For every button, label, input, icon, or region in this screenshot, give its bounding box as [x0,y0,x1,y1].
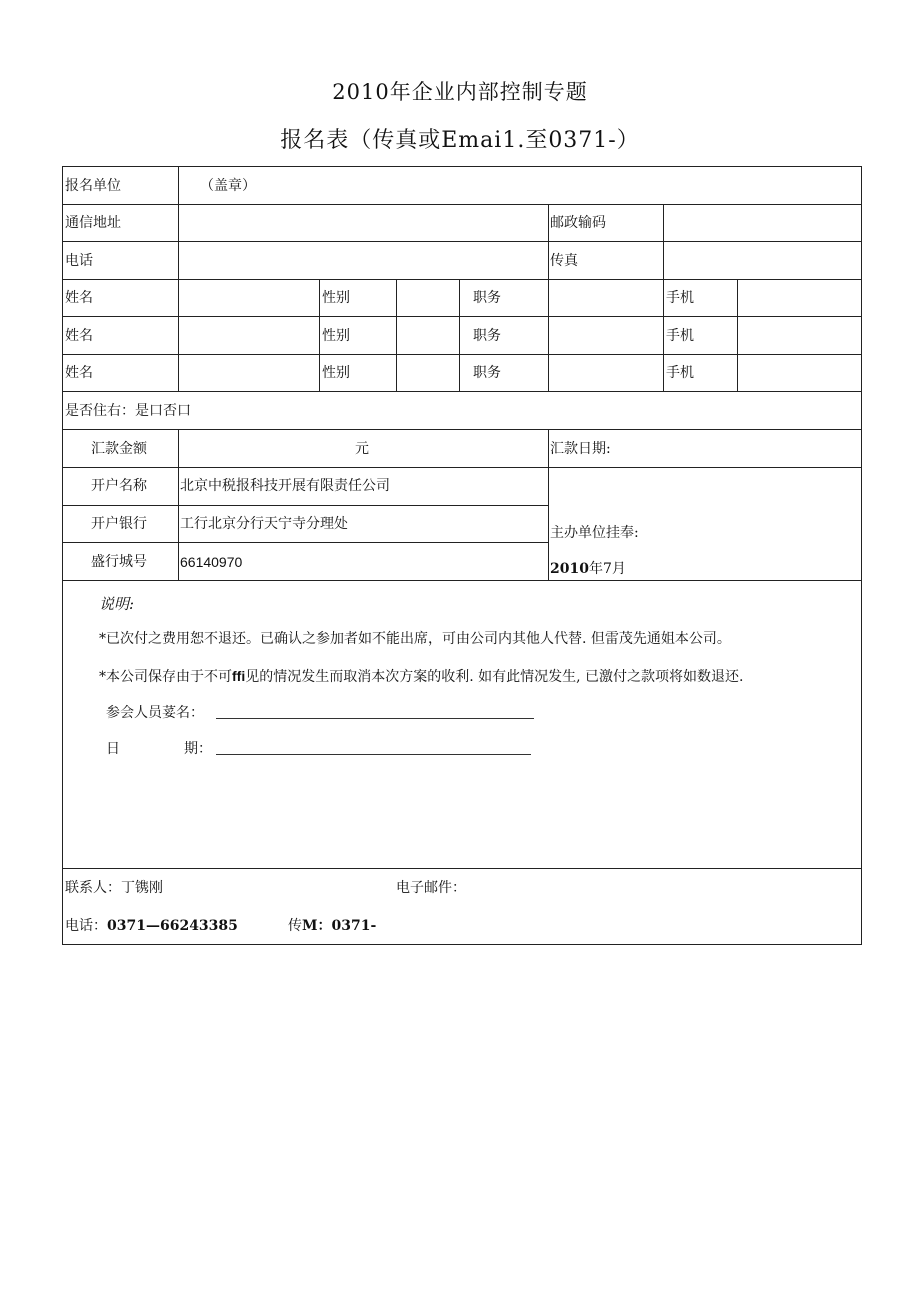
remit-date-label: 汇款日期: [550,441,611,457]
col-divider [737,279,738,392]
col-divider [396,279,397,392]
organizer-label: 主办单位挂奉: [550,525,639,541]
account-no-label: 盛行城号 [91,554,147,570]
row-divider [63,279,861,280]
attendee-gender-label: 性别 [322,328,350,344]
unit-label: 报名单位 [65,178,121,194]
signature-field[interactable] [216,718,534,719]
notes-heading: 说明: [99,595,135,613]
amount-label: 汇款金额 [91,441,147,457]
attendee-position-label: 职务 [473,328,501,344]
account-no-value: 66140970 [180,554,243,570]
organizer-date [550,560,626,578]
address-label: 通信地址 [65,215,121,231]
row-divider [63,316,861,317]
row-divider [63,868,861,869]
attendee-position-label: 职务 [473,290,501,306]
attendee-gender-label: 性别 [322,290,350,306]
col-divider [319,279,320,392]
contact-fax-number: M：0371- [302,918,377,934]
row-divider [63,391,861,392]
amount-unit: 元 [355,441,369,457]
col-divider [548,204,549,279]
col-divider [548,279,549,392]
form-subtitle: 报名表（传真或Emai1.至0371-） [280,128,640,153]
account-name-label: 开户名称 [91,478,147,494]
form-title: 2010年企业内部控制专题 [332,80,588,104]
row-divider [63,241,861,242]
attendee-name-label: 姓名 [65,328,93,344]
lodging-choice[interactable]: 是否住右：是口否口 [65,403,191,419]
contact-person: 联系人：丁镌刚 [65,880,163,896]
col-divider [548,429,549,580]
postcode-label: 邮政输码 [550,215,606,231]
unit-seal-field[interactable]: （盖章） [200,178,256,194]
attendee-mobile-label: 手机 [666,290,694,306]
contact-fax [288,917,376,935]
row-divider [63,354,861,355]
signature-label: 参会人员荽名： [106,705,204,721]
col-divider [178,167,179,204]
bank-value: 工行北京分行天宁寺分理处 [180,516,348,532]
date-label-second: 期： [184,741,212,757]
organizer-date-month: 年7月 [588,561,626,577]
row-divider [63,542,548,543]
note-cancellation-part: *本公司保存由于不可 [99,669,232,685]
col-divider [178,204,179,392]
row-divider [63,580,861,581]
row-divider [63,505,548,506]
fax-label: 传真 [550,253,578,269]
bank-label: 开户银行 [91,516,147,532]
contact-phone [65,917,238,935]
col-divider [663,204,664,279]
row-divider [63,204,861,205]
col-divider [459,279,460,392]
phone-label: 电话 [65,253,93,269]
col-divider [663,279,664,392]
row-divider [63,429,861,430]
contact-phone-number: 0371—66243385 [107,918,238,934]
row-divider [63,467,861,468]
date-field[interactable] [216,754,531,755]
attendee-mobile-label: 手机 [666,365,694,381]
contact-phone-label: 电话： [65,918,107,934]
note-refund: *已次付之费用恕不退还。已确认之参加者如不能出席，可由公司内其他人代替. 但雷茂先通姐本公司。 [99,631,731,647]
email-label: 电子邮件： [396,880,466,896]
attendee-name-label: 姓名 [65,290,93,306]
date-label-first: 日 [106,741,120,757]
note-cancellation [99,667,743,686]
note-cancellation-part: ffi [232,668,246,684]
note-cancellation-part: 见的情况发生而取消本次方案的收利. 如有此情况发生, 已激付之款项将如数退还. [245,669,744,685]
attendee-name-label: 姓名 [65,365,93,381]
col-divider [178,429,179,580]
attendee-gender-label: 性别 [322,365,350,381]
contact-fax-label: 传 [288,918,302,934]
attendee-position-label: 职务 [473,365,501,381]
account-name-value: 北京中税报科技开展有限责任公司 [180,478,390,494]
organizer-date-year: 2010 [550,561,589,577]
registration-form [62,166,862,945]
attendee-mobile-label: 手机 [666,328,694,344]
